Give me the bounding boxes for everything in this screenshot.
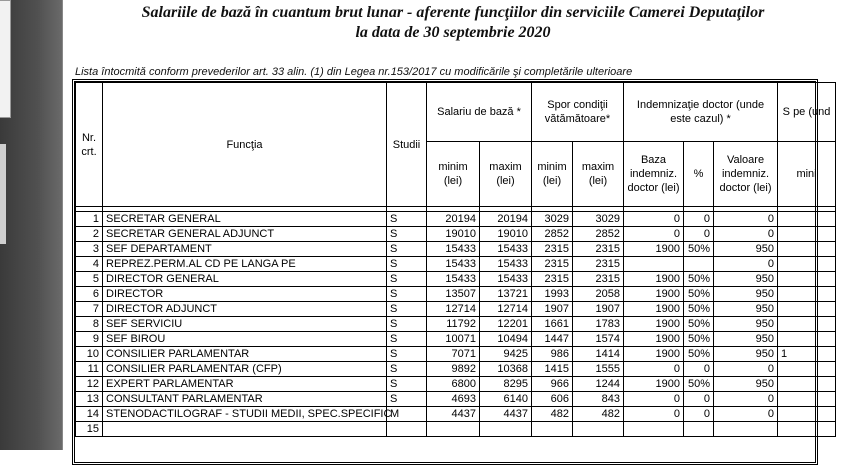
- row-functia: CONSILIER PARLAMENTAR: [103, 347, 387, 362]
- row-spor-minim: 1661: [532, 317, 573, 332]
- row-valoare-doctor: 950: [714, 377, 778, 392]
- row-procent: 50%: [684, 287, 714, 302]
- table-row: [76, 302, 836, 317]
- table-row: [76, 362, 836, 377]
- row-number: 7: [76, 302, 103, 317]
- row-baza-doctor: [624, 422, 684, 437]
- row-spor-maxim: 1414: [573, 347, 624, 362]
- row-functia: CONSULTANT PARLAMENTAR: [103, 392, 387, 407]
- header-salariu-minim: minim (lei): [427, 142, 480, 207]
- row-spor-minim: 482: [532, 407, 573, 422]
- row-spor-minim: 2315: [532, 242, 573, 257]
- row-number: 13: [76, 392, 103, 407]
- row-functia: REPREZ.PERM.AL CD PE LANGA PE: [103, 257, 387, 272]
- document-page: [62, 0, 831, 450]
- row-number: 8: [76, 317, 103, 332]
- row-valoare-doctor: 0: [714, 257, 778, 272]
- table-row: [76, 332, 836, 347]
- row-spor-minim: 986: [532, 347, 573, 362]
- row-baza-doctor: 1900: [624, 317, 684, 332]
- row-baza-doctor: 0: [624, 362, 684, 377]
- row-spor-minim: 606: [532, 392, 573, 407]
- row-studii: S: [387, 362, 427, 377]
- row-procent: 0: [684, 407, 714, 422]
- row-spor-minim: 3029: [532, 212, 573, 227]
- header-salariu-maxim: maxim (lei): [480, 142, 532, 207]
- row-baza-doctor: 1900: [624, 377, 684, 392]
- table-row: [76, 422, 836, 437]
- row-baza-doctor: 0: [624, 227, 684, 242]
- row-valoare-doctor: 950: [714, 317, 778, 332]
- row-spor-minim: 1993: [532, 287, 573, 302]
- row-baza-doctor: 1900: [624, 242, 684, 257]
- row-spor-maxim: [573, 422, 624, 437]
- row-salariu-maxim: 20194: [480, 212, 532, 227]
- row-salariu-maxim: 8295: [480, 377, 532, 392]
- row-studii: S: [387, 287, 427, 302]
- row-valoare-doctor: 0: [714, 407, 778, 422]
- row-studii: S: [387, 242, 427, 257]
- row-partial-cell: [778, 272, 836, 287]
- row-spor-minim: 1907: [532, 302, 573, 317]
- row-valoare-doctor: 0: [714, 362, 778, 377]
- row-functia: CONSILIER PARLAMENTAR (CFP): [103, 362, 387, 377]
- row-spor-minim: 1415: [532, 362, 573, 377]
- row-salariu-maxim: 15433: [480, 257, 532, 272]
- row-procent: 0: [684, 392, 714, 407]
- row-number: 1: [76, 212, 103, 227]
- table-body: [76, 207, 836, 437]
- header-studii: Studii: [387, 83, 427, 207]
- row-valoare-doctor: 0: [714, 212, 778, 227]
- document-subtitle: la data de 30 septembrie 2020: [355, 24, 551, 41]
- row-procent: 50%: [684, 242, 714, 257]
- row-salariu-maxim: 10494: [480, 332, 532, 347]
- row-valoare-doctor: 950: [714, 347, 778, 362]
- row-procent: 50%: [684, 272, 714, 287]
- row-salariu-minim: 10071: [427, 332, 480, 347]
- row-studii: S: [387, 302, 427, 317]
- row-spor-maxim: 2315: [573, 272, 624, 287]
- row-partial-cell: [778, 362, 836, 377]
- table-row: [76, 377, 836, 392]
- row-salariu-minim: 4693: [427, 392, 480, 407]
- row-spor-maxim: 1907: [573, 302, 624, 317]
- table-row: [76, 242, 836, 257]
- row-procent: 50%: [684, 347, 714, 362]
- row-spor-maxim: 2315: [573, 242, 624, 257]
- row-procent: 50%: [684, 302, 714, 317]
- header-spor-minim: minim (lei): [532, 142, 573, 207]
- header-nr-crt: Nr. crt.: [76, 83, 103, 207]
- row-number: 11: [76, 362, 103, 377]
- row-studii: S: [387, 347, 427, 362]
- row-number: 6: [76, 287, 103, 302]
- row-salariu-maxim: 6140: [480, 392, 532, 407]
- header-spor-maxim: maxim (lei): [573, 142, 624, 207]
- row-partial-cell: [778, 302, 836, 317]
- row-salariu-minim: 15433: [427, 272, 480, 287]
- header-indemnizatie: Indemnizaţie doctor (unde este cazul) *: [624, 83, 778, 142]
- row-studii: S: [387, 212, 427, 227]
- row-partial-cell: [778, 377, 836, 392]
- row-valoare-doctor: 950: [714, 332, 778, 347]
- row-studii: [387, 422, 427, 437]
- row-spor-minim: 1447: [532, 332, 573, 347]
- row-partial-cell: 1: [778, 347, 836, 362]
- row-baza-doctor: 0: [624, 212, 684, 227]
- row-number: 15: [76, 422, 103, 437]
- row-salariu-minim: 15433: [427, 242, 480, 257]
- row-salariu-minim: 11792: [427, 317, 480, 332]
- salary-table-frame: [72, 79, 831, 465]
- row-partial-cell: [778, 287, 836, 302]
- header-spor: Spor condiţii vătămătoare*: [532, 83, 624, 142]
- row-valoare-doctor: 0: [714, 392, 778, 407]
- header-valoare: Valoare indemniz. doctor (lei): [714, 142, 778, 207]
- header-salariu: Salariu de bază *: [427, 83, 532, 142]
- row-number: 5: [76, 272, 103, 287]
- row-partial-cell: [778, 242, 836, 257]
- row-salariu-minim: 7071: [427, 347, 480, 362]
- row-functia: STENODACTILOGRAF - STUDII MEDII, SPEC.SPECIFIC: [103, 407, 387, 422]
- row-spor-minim: 966: [532, 377, 573, 392]
- row-functia: SECRETAR GENERAL: [103, 212, 387, 227]
- table-row: [76, 272, 836, 287]
- row-valoare-doctor: 0: [714, 227, 778, 242]
- row-baza-doctor: 0: [624, 407, 684, 422]
- row-salariu-minim: [427, 422, 480, 437]
- table-row: [76, 227, 836, 242]
- row-salariu-minim: 19010: [427, 227, 480, 242]
- row-spor-minim: [532, 422, 573, 437]
- row-spor-maxim: 2058: [573, 287, 624, 302]
- row-salariu-maxim: 13721: [480, 287, 532, 302]
- header-baza: Baza indemniz. doctor (lei): [624, 142, 684, 207]
- row-spor-maxim: 1574: [573, 332, 624, 347]
- row-partial-cell: [778, 392, 836, 407]
- row-spor-minim: 2315: [532, 272, 573, 287]
- row-spor-minim: 2852: [532, 227, 573, 242]
- row-valoare-doctor: 950: [714, 287, 778, 302]
- row-functia: SEF SERVICIU: [103, 317, 387, 332]
- row-salariu-maxim: 9425: [480, 347, 532, 362]
- row-functia: DIRECTOR GENERAL: [103, 272, 387, 287]
- row-salariu-maxim: 15433: [480, 272, 532, 287]
- row-studii: S: [387, 272, 427, 287]
- row-baza-doctor: 1900: [624, 302, 684, 317]
- row-procent: 0: [684, 212, 714, 227]
- row-valoare-doctor: [714, 422, 778, 437]
- row-spor-maxim: 3029: [573, 212, 624, 227]
- row-functia: SEF BIROU: [103, 332, 387, 347]
- row-spor-minim: 2315: [532, 257, 573, 272]
- row-salariu-minim: 12714: [427, 302, 480, 317]
- row-number: 12: [76, 377, 103, 392]
- page-thumbnail-secondary[interactable]: [0, 144, 6, 244]
- row-number: 10: [76, 347, 103, 362]
- salary-table: [75, 82, 836, 437]
- table-row: [76, 392, 836, 407]
- row-valoare-doctor: 950: [714, 242, 778, 257]
- row-spor-maxim: 1555: [573, 362, 624, 377]
- row-number: 9: [76, 332, 103, 347]
- row-procent: [684, 257, 714, 272]
- row-functia: SEF DEPARTAMENT: [103, 242, 387, 257]
- table-row: [76, 347, 836, 362]
- row-baza-doctor: [624, 257, 684, 272]
- header-row-top: [76, 83, 836, 142]
- row-procent: 50%: [684, 317, 714, 332]
- viewer-sidebar: [0, 0, 62, 450]
- row-number: 3: [76, 242, 103, 257]
- row-salariu-maxim: 19010: [480, 227, 532, 242]
- row-partial-cell: [778, 227, 836, 242]
- row-salariu-minim: 13507: [427, 287, 480, 302]
- row-salariu-maxim: 15433: [480, 242, 532, 257]
- legal-note: Lista întocmită conform prevederilor art. 33 alin. (1) din Legea nr.153/2017 cu modificările şi completările ulterioare: [75, 66, 633, 78]
- row-partial-cell: [778, 407, 836, 422]
- row-spor-maxim: 2315: [573, 257, 624, 272]
- row-baza-doctor: 1900: [624, 272, 684, 287]
- page-thumbnail[interactable]: [0, 0, 11, 118]
- row-spor-maxim: 482: [573, 407, 624, 422]
- row-procent: 50%: [684, 377, 714, 392]
- row-functia: EXPERT PARLAMENTAR: [103, 377, 387, 392]
- row-baza-doctor: 1900: [624, 332, 684, 347]
- table-row: [76, 212, 836, 227]
- row-valoare-doctor: 950: [714, 272, 778, 287]
- row-spor-maxim: 2852: [573, 227, 624, 242]
- row-number: 14: [76, 407, 103, 422]
- row-studii: S: [387, 377, 427, 392]
- row-procent: 0: [684, 362, 714, 377]
- row-functia: DIRECTOR ADJUNCT: [103, 302, 387, 317]
- row-salariu-minim: 15433: [427, 257, 480, 272]
- table-row: [76, 407, 836, 422]
- row-salariu-minim: 4437: [427, 407, 480, 422]
- header-mini-partial: mini: [778, 142, 836, 207]
- row-salariu-maxim: 10368: [480, 362, 532, 377]
- row-baza-doctor: 0: [624, 392, 684, 407]
- row-partial-cell: [778, 212, 836, 227]
- header-functia: Funcţia: [103, 83, 387, 207]
- row-salariu-minim: 20194: [427, 212, 480, 227]
- row-partial-cell: [778, 422, 836, 437]
- row-studii: S: [387, 317, 427, 332]
- row-baza-doctor: 1900: [624, 287, 684, 302]
- row-studii: S: [387, 332, 427, 347]
- row-functia: SECRETAR GENERAL ADJUNCT: [103, 227, 387, 242]
- row-salariu-minim: 6800: [427, 377, 480, 392]
- row-procent: 0: [684, 227, 714, 242]
- row-functia: DIRECTOR: [103, 287, 387, 302]
- row-functia: [103, 422, 387, 437]
- row-salariu-minim: 9892: [427, 362, 480, 377]
- row-salariu-maxim: 4437: [480, 407, 532, 422]
- table-row: [76, 257, 836, 272]
- row-procent: [684, 422, 714, 437]
- row-spor-maxim: 1783: [573, 317, 624, 332]
- row-spor-maxim: 1244: [573, 377, 624, 392]
- row-studii: S: [387, 257, 427, 272]
- header-partial: S pe (und: [778, 83, 836, 142]
- row-salariu-maxim: 12714: [480, 302, 532, 317]
- row-baza-doctor: 1900: [624, 347, 684, 362]
- row-studii: S: [387, 392, 427, 407]
- row-spor-maxim: 843: [573, 392, 624, 407]
- row-number: 4: [76, 257, 103, 272]
- row-partial-cell: [778, 257, 836, 272]
- row-partial-cell: [778, 332, 836, 347]
- row-partial-cell: [778, 317, 836, 332]
- document-title: Salariile de bază în cuantum brut lunar - aferente funcţiilor din serviciile Camerei Deputaţilor: [141, 4, 765, 21]
- row-studii: S: [387, 227, 427, 242]
- row-valoare-doctor: 950: [714, 302, 778, 317]
- table-row: [76, 287, 836, 302]
- table-row: [76, 317, 836, 332]
- header-procent: %: [684, 142, 714, 207]
- row-studii: M: [387, 407, 427, 422]
- row-salariu-maxim: 12201: [480, 317, 532, 332]
- row-procent: 50%: [684, 332, 714, 347]
- row-number: 2: [76, 227, 103, 242]
- row-salariu-maxim: [480, 422, 532, 437]
